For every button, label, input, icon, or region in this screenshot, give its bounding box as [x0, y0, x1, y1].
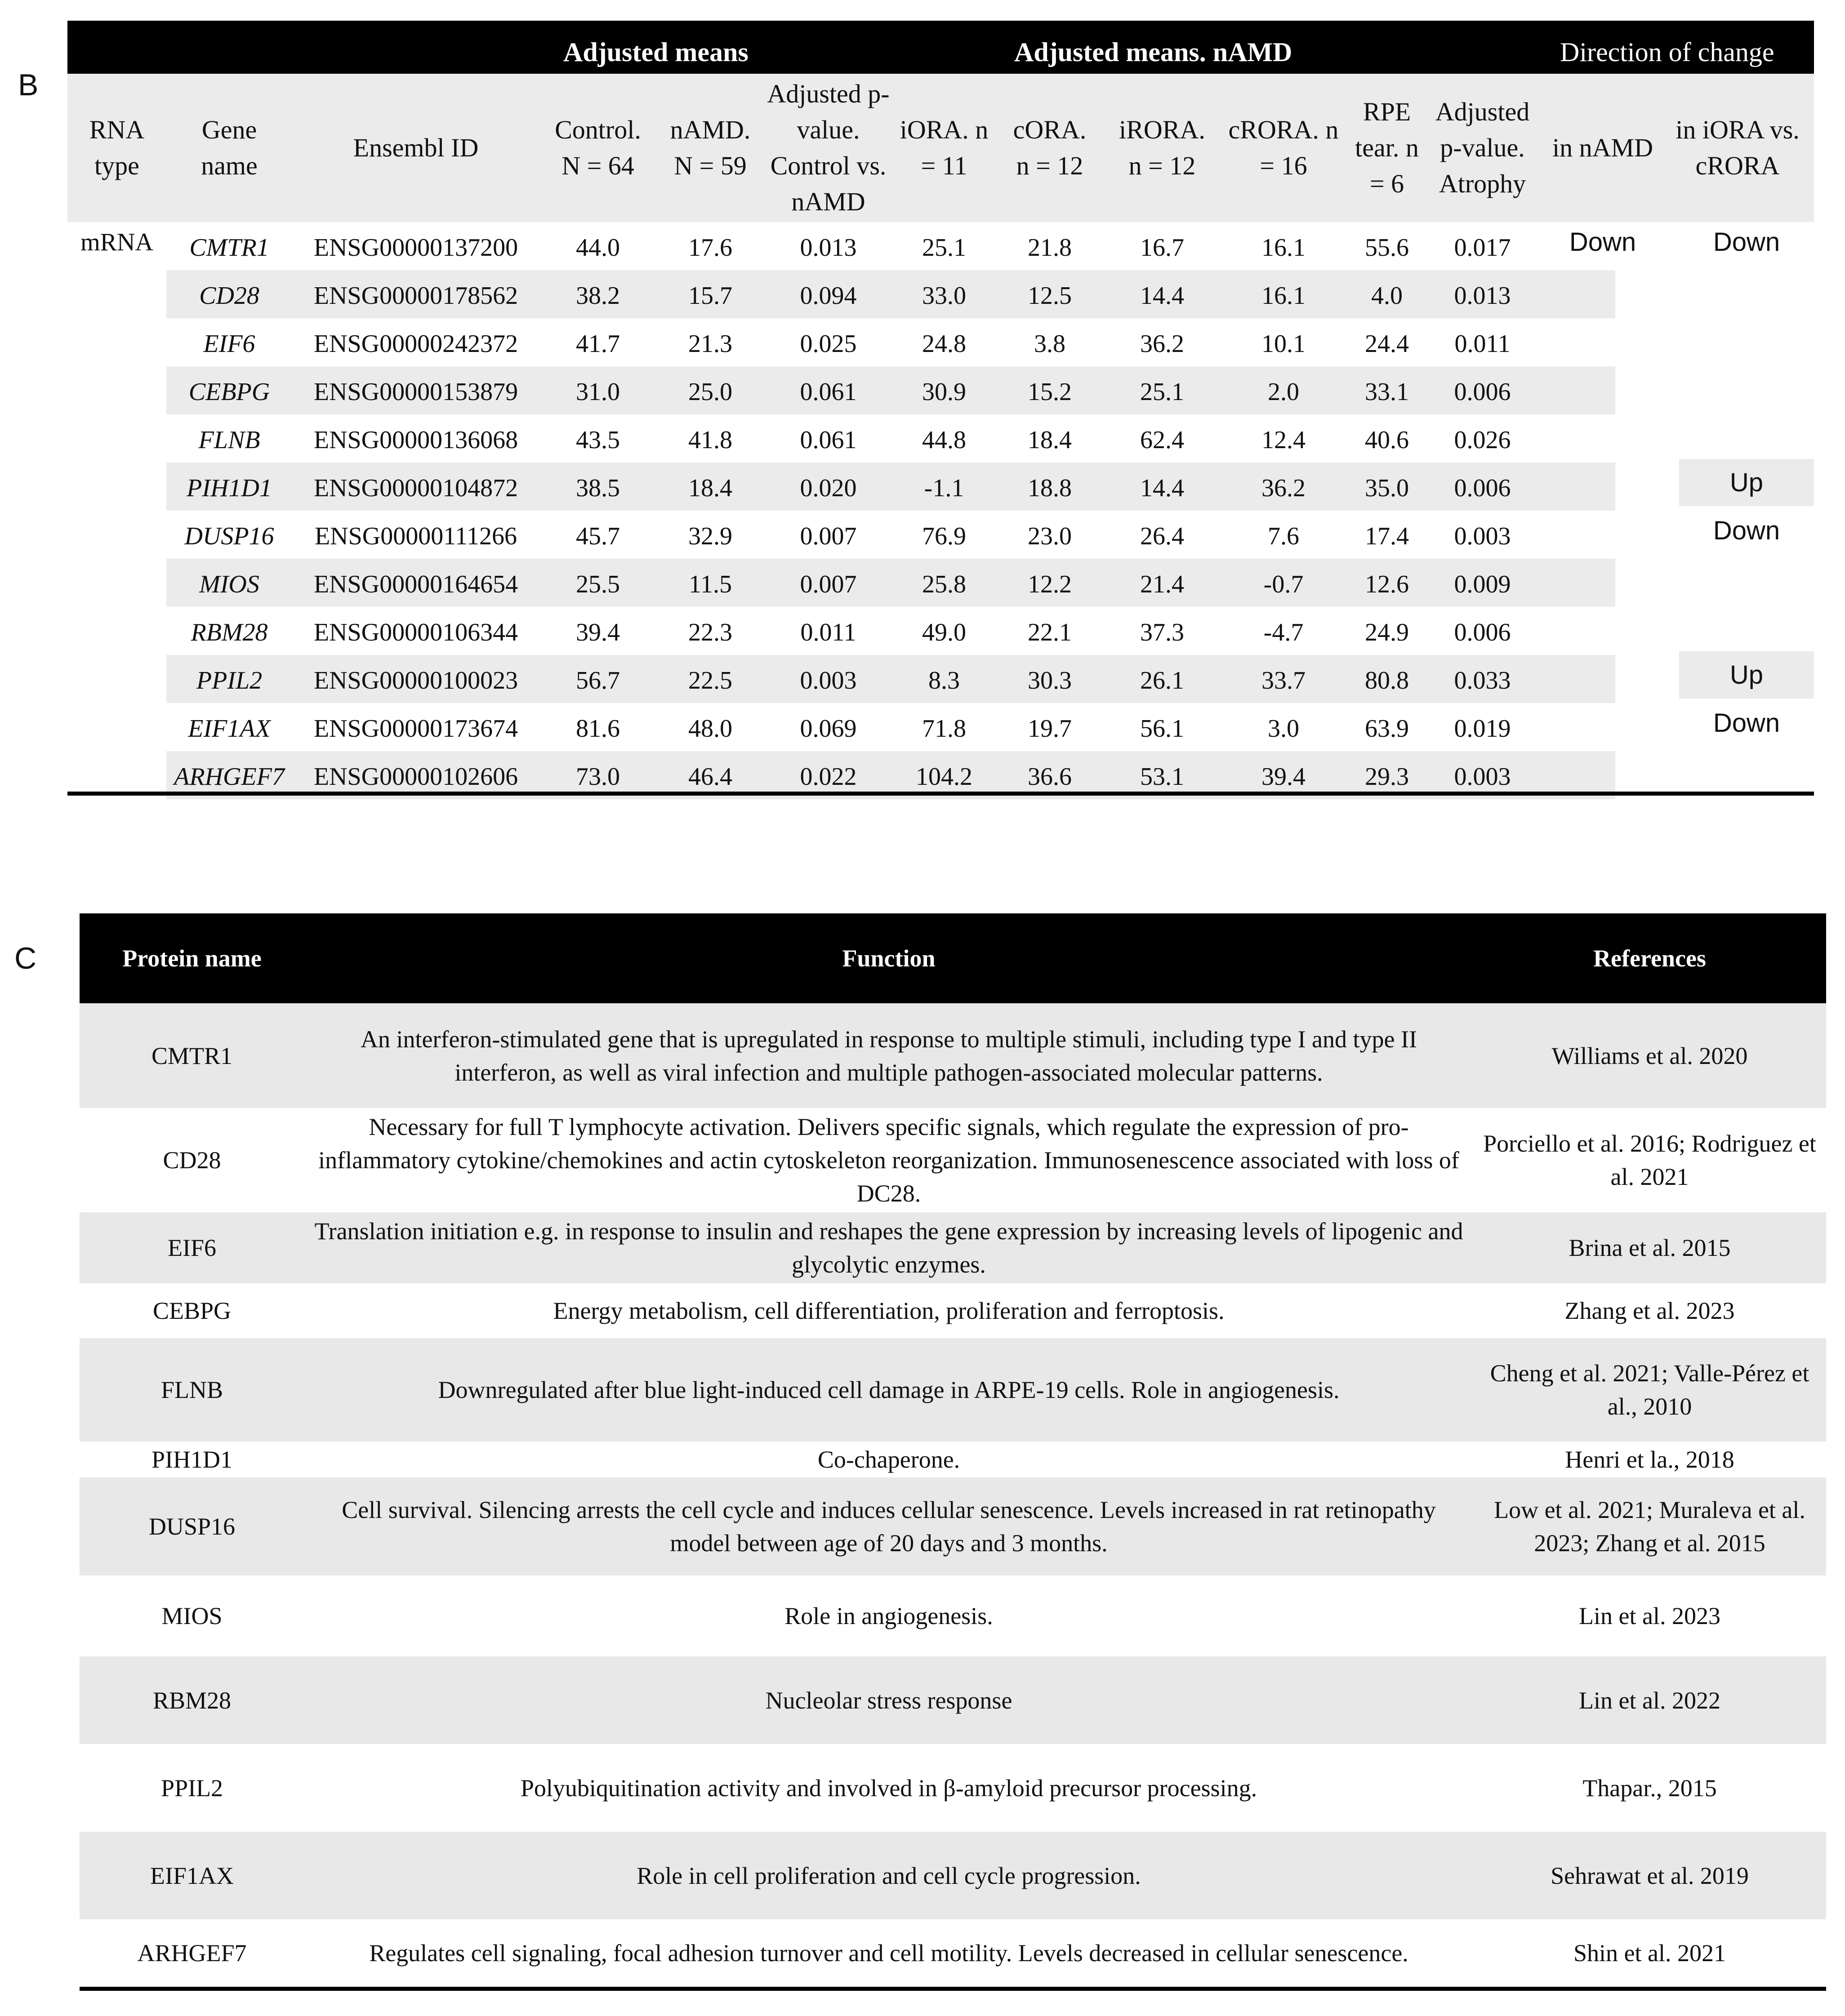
p1-cell: 0.025: [800, 330, 857, 358]
p1-cell: 0.011: [800, 619, 856, 646]
iora-cell: 49.0: [922, 619, 966, 646]
table-row: [67, 607, 1814, 655]
function-cell: Regulates cell signaling, focal adhesion turnover and cell motility. Levels decreased in cellular senescence.: [369, 1940, 1408, 1967]
cora-cell: 12.5: [1028, 282, 1072, 310]
p2-cell: 0.013: [1454, 282, 1511, 310]
references-cell: Williams et al. 2020: [1551, 1042, 1748, 1069]
iora-cell: 33.0: [922, 282, 966, 310]
col-references: References: [1593, 945, 1706, 972]
references-cell: Porciello et al. 2016; Rodriguez et al. 2021: [1483, 1130, 1816, 1190]
ensembl-cell: ENSG00000136068: [313, 426, 518, 454]
cora-cell: 30.3: [1028, 667, 1072, 694]
rpe-cell: 12.6: [1365, 570, 1409, 598]
table-row: [67, 559, 1814, 607]
col-crora: cRORA. n = 16: [1228, 115, 1339, 180]
p1-cell: 0.007: [800, 570, 857, 598]
control-cell: 38.2: [576, 282, 620, 310]
protein-function-table: [80, 913, 1826, 1987]
gene-cell: ARHGEF7: [174, 763, 285, 791]
table-row: [80, 1919, 1826, 1987]
ensembl-cell: ENSG00000153879: [313, 378, 518, 406]
irora-cell: 26.1: [1140, 667, 1184, 694]
irora-cell: 56.1: [1140, 715, 1184, 743]
table-row: [80, 1744, 1826, 1832]
iora-cell: 8.3: [928, 667, 960, 694]
table-c-header: [80, 913, 1826, 1003]
crora-cell: 7.6: [1268, 522, 1299, 550]
gene-cell: FLNB: [198, 426, 260, 454]
table-c-body: [80, 1003, 1826, 1987]
protein-cell: PPIL2: [160, 1774, 223, 1802]
references-cell: Zhang et al. 2023: [1564, 1297, 1735, 1324]
col-rna-type: RNA type: [89, 115, 145, 180]
iora-cell: 25.8: [922, 570, 966, 598]
gene-cell: RBM28: [191, 619, 268, 646]
rpe-cell: 4.0: [1371, 282, 1403, 310]
group-header-adjusted-means: Adjusted means: [563, 37, 749, 67]
col-adj-p-control-namd: Adjusted p-value. Control vs. nAMD: [767, 79, 890, 216]
iora-cell: 44.8: [922, 426, 966, 454]
control-cell: 45.7: [576, 522, 620, 550]
cora-cell: 19.7: [1028, 715, 1072, 743]
protein-cell: RBM28: [152, 1687, 232, 1714]
ensembl-cell: ENSG00000102606: [313, 763, 518, 791]
table-row: [80, 1656, 1826, 1744]
crora-cell: 2.0: [1268, 378, 1299, 406]
rpe-cell: 35.0: [1365, 474, 1409, 502]
table-b-group-header: [67, 21, 1814, 74]
rpe-cell: 63.9: [1365, 715, 1409, 743]
namd-cell: 15.7: [688, 282, 732, 310]
table-row: [67, 463, 1814, 511]
p2-cell: 0.003: [1454, 522, 1511, 550]
gene-cell: CD28: [199, 282, 259, 310]
crora-cell: 33.7: [1261, 667, 1306, 694]
control-cell: 25.5: [576, 570, 620, 598]
irora-cell: 26.4: [1140, 522, 1184, 550]
direction-in-namd-cell: Down: [1569, 227, 1636, 257]
cora-cell: 36.6: [1028, 763, 1072, 791]
p2-cell: 0.006: [1454, 619, 1511, 646]
ensembl-cell: ENSG00000104872: [313, 474, 518, 502]
function-cell: Co-chaperone.: [817, 1446, 960, 1473]
table-b-bottom-rule: [67, 792, 1814, 796]
direction-iora-vs-crora-cell: Down: [1713, 708, 1780, 738]
iora-cell: 76.9: [922, 522, 966, 550]
iora-cell: 24.8: [922, 330, 966, 358]
p2-cell: 0.011: [1454, 330, 1511, 358]
protein-cell: ARHGEF7: [137, 1940, 247, 1967]
p1-cell: 0.020: [800, 474, 857, 502]
col-in-iora-vs-crora: in iORA vs. cRORA: [1676, 115, 1800, 180]
ensembl-cell: ENSG00000173674: [313, 715, 518, 743]
gene-cell: EIF6: [203, 330, 255, 358]
table-row: [67, 511, 1814, 559]
irora-cell: 14.4: [1140, 474, 1184, 502]
crora-cell: 12.4: [1261, 426, 1306, 454]
crora-cell: -0.7: [1263, 570, 1304, 598]
namd-cell: 21.3: [688, 330, 732, 358]
panel-label-b: B: [18, 68, 39, 102]
crora-cell: 3.0: [1268, 715, 1299, 743]
protein-cell: FLNB: [160, 1376, 223, 1403]
table-row: [67, 414, 1814, 463]
direction-iora-vs-crora-cell: Down: [1713, 227, 1780, 257]
table-row: [67, 655, 1814, 703]
crora-cell: 39.4: [1261, 763, 1306, 791]
table-row: [80, 1338, 1826, 1442]
p2-cell: 0.026: [1454, 426, 1511, 454]
control-cell: 43.5: [576, 426, 620, 454]
table-row: [67, 222, 1814, 270]
protein-cell: CEBPG: [152, 1297, 232, 1324]
function-cell: Nucleolar stress response: [765, 1687, 1012, 1714]
namd-cell: 18.4: [688, 474, 732, 502]
namd-cell: 25.0: [688, 378, 732, 406]
control-cell: 73.0: [576, 763, 620, 791]
col-iora: iORA. n = 11: [900, 115, 989, 180]
rpe-cell: 55.6: [1365, 234, 1409, 262]
table-b-column-header: [67, 74, 1814, 222]
table-row: [67, 703, 1814, 751]
p1-cell: 0.003: [800, 667, 857, 694]
table-row: [80, 1575, 1826, 1656]
cora-cell: 18.8: [1028, 474, 1072, 502]
group-header-direction-of-change: Direction of change: [1560, 37, 1774, 67]
rpe-cell: 17.4: [1365, 522, 1409, 550]
direction-iora-vs-crora-cell: Down: [1713, 516, 1780, 545]
p1-cell: 0.094: [800, 282, 857, 310]
table-row: [80, 1478, 1826, 1575]
references-cell: Cheng et al. 2021; Valle-Pérez et al., 2010: [1490, 1360, 1809, 1420]
cora-cell: 15.2: [1028, 378, 1072, 406]
iora-cell: -1.1: [924, 474, 964, 502]
crora-cell: -4.7: [1263, 619, 1304, 646]
crora-cell: 16.1: [1261, 234, 1306, 262]
irora-cell: 37.3: [1140, 619, 1184, 646]
cora-cell: 3.8: [1034, 330, 1065, 358]
rpe-cell: 33.1: [1365, 378, 1409, 406]
cora-cell: 21.8: [1028, 234, 1072, 262]
references-cell: Low et al. 2021; Muraleva et al. 2023; Zhang et al. 2015: [1494, 1496, 1805, 1557]
p2-cell: 0.003: [1454, 763, 1511, 791]
protein-cell: PIH1D1: [151, 1446, 232, 1473]
col-cora: cORA. n = 12: [1013, 115, 1087, 180]
p2-cell: 0.009: [1454, 570, 1511, 598]
gene-cell: CEBPG: [188, 378, 270, 406]
col-rpe-tear: RPE tear. n = 6: [1355, 97, 1419, 198]
col-protein-name: Protein name: [122, 945, 262, 972]
table-row: [80, 1212, 1826, 1283]
iora-cell: 25.1: [922, 234, 966, 262]
table-c-bottom-rule: [80, 1987, 1826, 1991]
namd-cell: 22.3: [688, 619, 732, 646]
rpe-cell: 24.9: [1365, 619, 1409, 646]
col-namd: nAMD. N = 59: [670, 115, 751, 180]
namd-cell: 22.5: [688, 667, 732, 694]
ensembl-cell: ENSG00000164654: [313, 570, 518, 598]
irora-cell: 16.7: [1140, 234, 1184, 262]
ensembl-cell: ENSG00000100023: [313, 667, 518, 694]
function-cell: Role in cell proliferation and cell cycle progression.: [637, 1862, 1141, 1889]
irora-cell: 62.4: [1140, 426, 1184, 454]
references-cell: Brina et al. 2015: [1569, 1234, 1731, 1261]
cora-cell: 22.1: [1028, 619, 1072, 646]
ensembl-cell: ENSG00000106344: [313, 619, 518, 646]
references-cell: Thapar., 2015: [1582, 1774, 1717, 1802]
p1-cell: 0.061: [800, 426, 857, 454]
irora-cell: 14.4: [1140, 282, 1184, 310]
references-cell: Shin et al. 2021: [1573, 1940, 1726, 1967]
rpe-cell: 80.8: [1365, 667, 1409, 694]
namd-cell: 17.6: [688, 234, 732, 262]
references-cell: Sehrawat et al. 2019: [1551, 1862, 1749, 1889]
function-cell: Role in angiogenesis.: [784, 1602, 993, 1629]
table-row: [67, 366, 1814, 414]
gene-cell: DUSP16: [184, 522, 274, 550]
gene-cell: PIH1D1: [187, 474, 272, 502]
rpe-cell: 40.6: [1365, 426, 1409, 454]
table-row: [80, 1003, 1826, 1108]
col-in-namd: in nAMD: [1552, 133, 1653, 162]
control-cell: 41.7: [576, 330, 620, 358]
group-header-adjusted-means-namd: Adjusted means. nAMD: [1014, 37, 1292, 67]
irora-cell: 25.1: [1140, 378, 1184, 406]
protein-cell: EIF1AX: [150, 1862, 234, 1889]
function-cell: Energy metabolism, cell differentiation, proliferation and ferroptosis.: [553, 1297, 1225, 1324]
function-cell: Necessary for full T lymphocyte activation. Delivers specific signals, which regulate the expression of pro-inflammatory cytokine/chemokines and actin cytoskeleton reorganization. Immunosenescence associated with loss of DC28.: [318, 1113, 1459, 1207]
p2-cell: 0.019: [1454, 715, 1511, 743]
namd-cell: 48.0: [688, 715, 732, 743]
namd-cell: 41.8: [688, 426, 732, 454]
p1-cell: 0.013: [800, 234, 857, 262]
rpe-cell: 29.3: [1365, 763, 1409, 791]
p2-cell: 0.017: [1454, 234, 1511, 262]
table-row: [80, 1283, 1826, 1338]
gene-cell: CMTR1: [189, 234, 269, 262]
crora-cell: 36.2: [1261, 474, 1306, 502]
rna-type-cell: mRNA: [80, 228, 153, 256]
p2-cell: 0.033: [1454, 667, 1511, 694]
control-cell: 44.0: [576, 234, 620, 262]
p1-cell: 0.061: [800, 378, 857, 406]
p2-cell: 0.006: [1454, 474, 1511, 502]
namd-cell: 32.9: [688, 522, 732, 550]
table-row: [80, 1442, 1826, 1478]
function-cell: Translation initiation e.g. in response to insulin and reshapes the gene expression by increasing levels of lipogenic and glycolytic enzymes.: [314, 1218, 1463, 1278]
table-b-body: [67, 222, 1814, 799]
iora-cell: 30.9: [922, 378, 966, 406]
direction-iora-vs-crora-cell: Up: [1679, 651, 1814, 699]
ensembl-cell: ENSG00000137200: [313, 234, 518, 262]
table-row: [80, 1108, 1826, 1212]
control-cell: 31.0: [576, 378, 620, 406]
ensembl-cell: ENSG00000111266: [314, 522, 517, 550]
irora-cell: 21.4: [1140, 570, 1184, 598]
col-adj-p-atrophy: Adjusted p-value. Atrophy: [1435, 97, 1530, 198]
table-row: [67, 318, 1814, 366]
p2-cell: 0.006: [1454, 378, 1511, 406]
function-cell: Cell survival. Silencing arrests the cell cycle and induces cellular senescence. Levels increased in rat retinopathy model between age of 20 days and 3 months.: [342, 1496, 1436, 1557]
control-cell: 39.4: [576, 619, 620, 646]
col-function: Function: [842, 945, 936, 972]
irora-cell: 53.1: [1140, 763, 1184, 791]
protein-cell: CD28: [163, 1147, 221, 1174]
col-gene-name: Gene name: [201, 115, 258, 180]
namd-cell: 11.5: [689, 570, 732, 598]
references-cell: Henri et la., 2018: [1565, 1446, 1734, 1473]
function-cell: An interferon-stimulated gene that is upregulated in response to multiple stimuli, including type I and type II interferon, as well as viral infection and multiple pathogen-associated molecular patterns.: [361, 1025, 1417, 1086]
protein-cell: CMTR1: [151, 1042, 233, 1069]
table-row: [80, 1832, 1826, 1919]
p1-cell: 0.022: [800, 763, 857, 791]
iora-cell: 104.2: [916, 763, 972, 791]
namd-cell: 46.4: [688, 763, 732, 791]
table-row: [67, 270, 1814, 318]
gene-cell: MIOS: [199, 570, 259, 598]
ensembl-cell: ENSG00000242372: [313, 330, 518, 358]
col-ensembl-id: Ensembl ID: [353, 133, 479, 162]
references-cell: Lin et al. 2022: [1579, 1687, 1720, 1714]
cora-cell: 23.0: [1028, 522, 1072, 550]
ensembl-cell: ENSG00000178562: [313, 282, 518, 310]
p1-cell: 0.007: [800, 522, 857, 550]
direction-iora-vs-crora-cell: Up: [1679, 459, 1814, 506]
control-cell: 56.7: [576, 667, 620, 694]
p1-cell: 0.069: [800, 715, 857, 743]
cora-cell: 12.2: [1028, 570, 1072, 598]
gene-cell: PPIL2: [196, 667, 263, 694]
protein-cell: MIOS: [161, 1602, 223, 1629]
control-cell: 38.5: [576, 474, 620, 502]
control-cell: 81.6: [576, 715, 620, 743]
rpe-cell: 24.4: [1365, 330, 1409, 358]
crora-cell: 16.1: [1261, 282, 1306, 310]
cora-cell: 18.4: [1028, 426, 1072, 454]
col-irora: iRORA. n = 12: [1119, 115, 1205, 180]
gene-expression-table: [67, 21, 1814, 799]
irora-cell: 36.2: [1140, 330, 1184, 358]
references-cell: Lin et al. 2023: [1579, 1602, 1720, 1629]
col-control: Control. N = 64: [555, 115, 641, 180]
function-cell: Polyubiquitination activity and involved in β-amyloid precursor processing.: [520, 1774, 1257, 1802]
protein-cell: DUSP16: [148, 1513, 236, 1540]
function-cell: Downregulated after blue light-induced cell damage in ARPE-19 cells. Role in angiogenesis.: [438, 1376, 1340, 1403]
iora-cell: 71.8: [922, 715, 966, 743]
crora-cell: 10.1: [1261, 330, 1306, 358]
protein-cell: EIF6: [168, 1234, 216, 1261]
panel-label-c: C: [14, 941, 37, 975]
gene-cell: EIF1AX: [188, 715, 271, 743]
